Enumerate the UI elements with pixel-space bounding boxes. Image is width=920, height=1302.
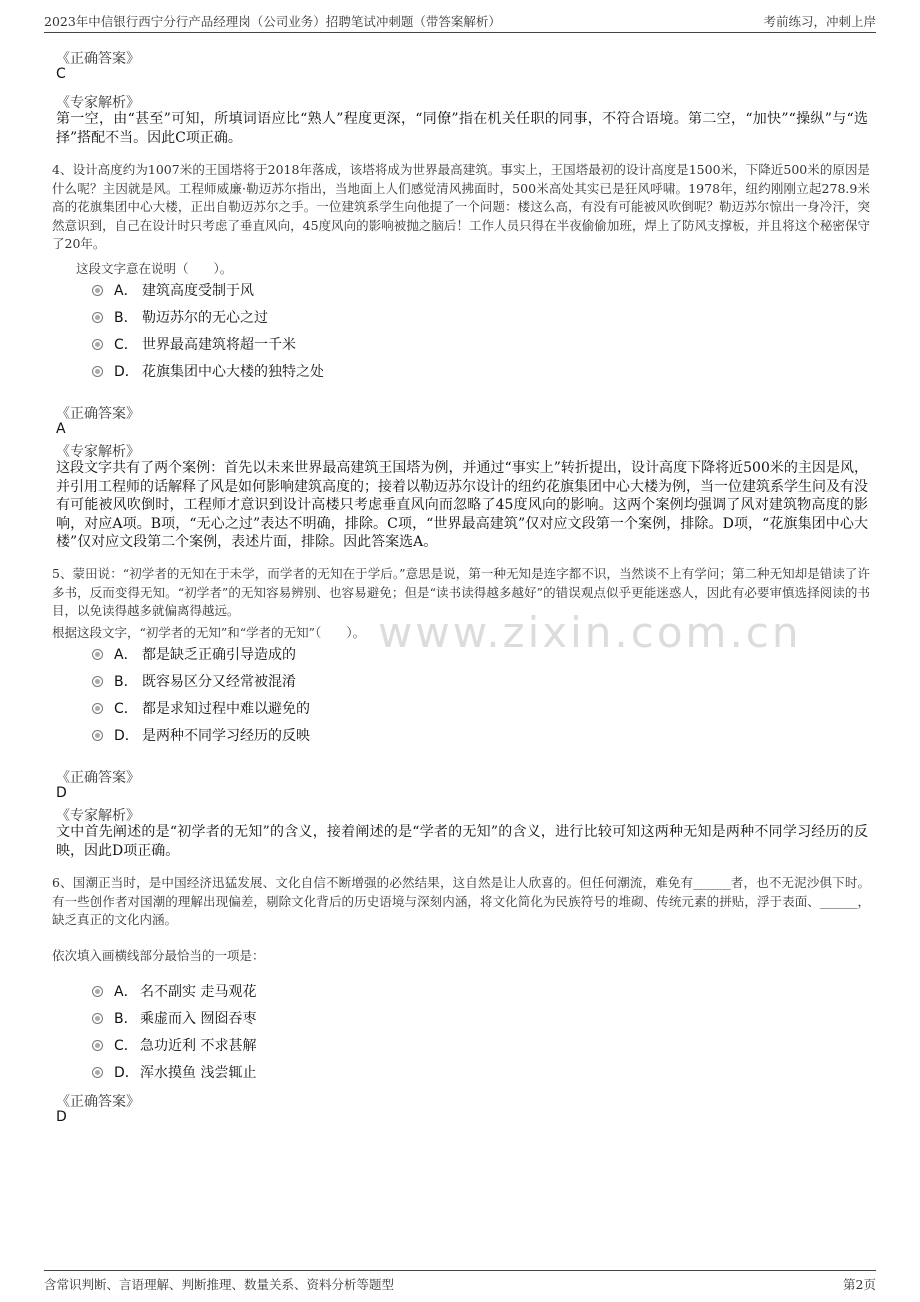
page-number: 第2页: [843, 1277, 876, 1292]
header-slogan: 考前练习，冲刺上岸: [763, 14, 876, 29]
analysis-label: 《专家解析》: [56, 444, 140, 460]
answer-label: 《正确答案》: [56, 770, 140, 786]
analysis-label: 《专家解析》: [56, 808, 140, 824]
document-title: 2023年中信银行西宁分行产品经理岗（公司业务）招聘笔试冲刺题（带答案解析）: [44, 14, 501, 29]
q4-analysis: 这段文字共有了两个案例：首先以未来世界最高建筑王国塔为例，并通过“事实上”转折提出，设计高度下降将近500米的主因是风，并引用工程师的话解释了风是如何影响建筑高度的；接着以勒迈苏尔设计的纽约花旗集团中心大楼为例，当一位建筑系学生问及有没有可能被风吹倒时，工程师才意识到设计高楼只考虑垂直风向而忽略了45度风向的影响。这两个案例均强调了风对建筑物高度的影响，对应A项。B项，“无心之过”表达不明确，排除。C项，“世界最高建筑”仅对应文段第一个案例，排除。D项，“花旗集团中心大楼”仅对应文段第二个案例，表述片面，排除。因此答案选A。: [56, 460, 868, 550]
radio-button[interactable]: [92, 676, 103, 687]
page-footer: [44, 1270, 876, 1293]
radio-button[interactable]: [92, 312, 103, 323]
q3-analysis: 第一空，由“甚至”可知，所填词语应比“熟人”程度更深，“同僚”指在机关任职的同事，不符合语境。第二空，“加快”“操纵”与“选择”搭配不当。因此C项正确。: [56, 111, 868, 146]
footer-topics: 含常识判断、言语理解、判断推理、数量关系、资料分析等题型: [44, 1277, 395, 1292]
q4-answer: A: [56, 421, 66, 437]
watermark: www.zixin.com.cn: [378, 608, 802, 657]
q6-stem: 依次填入画横线部分最恰当的一项是：: [52, 948, 265, 963]
radio-button[interactable]: [92, 366, 103, 377]
q5-analysis: 文中首先阐述的是“初学者的无知”的含义，接着阐述的是“学者的无知”的含义，进行比较可知这两种无知是两种不同学习经历的反映，因此D项正确。: [56, 824, 868, 859]
radio-button[interactable]: [92, 285, 103, 296]
radio-button[interactable]: [92, 1067, 103, 1078]
radio-button[interactable]: [92, 730, 103, 741]
q4-stem: 这段文字意在说明（ ）。: [76, 261, 233, 276]
page-header: [44, 10, 876, 33]
q5-passage: 5、蒙田说：“初学者的无知在于未学，而学者的无知在于学后。”意思是说，第一种无知是连字都不识，当然谈不上有学问；第二种无知却是错读了许多书，反而变得无知。“初学者”的无知容易辨别、也容易避免；但是“读书读得越多越好”的错误观点似乎更能迷惑人，因此有必要审慎选择阅读的书目，以免读得越多就偏离得越远。: [52, 566, 870, 618]
radio-button[interactable]: [92, 703, 103, 714]
radio-button[interactable]: [92, 1040, 103, 1051]
radio-button[interactable]: [92, 1013, 103, 1024]
answer-label: 《正确答案》: [56, 1094, 140, 1110]
answer-label: 《正确答案》: [56, 406, 140, 422]
q5-answer: D: [56, 785, 67, 801]
radio-button[interactable]: [92, 986, 103, 997]
radio-button[interactable]: [92, 339, 103, 350]
q6-answer: D: [56, 1109, 67, 1125]
q6-passage: 6、国潮正当时，是中国经济迅猛发展、文化自信不断增强的必然结果，这自然是让人欣喜的。但任何潮流，难免有______者，也不无泥沙俱下时。有一些创作者对国潮的理解出现偏差，剔除文化背后的历史语境与深刻内涵，将文化简化为民族符号的堆砌、传统元素的拼贴，浮于表面、______，缺乏真正的文化内涵。: [52, 875, 870, 927]
q3-answer: C: [56, 66, 66, 82]
q4-passage: 4、设计高度约为1007米的王国塔将于2018年落成，该塔将成为世界最高建筑。事实上，王国塔最初的设计高度是1500米，下降近500米的原因是什么呢？主因就是风。工程师威廉·勒迈苏尔指出，当地面上人们感觉清风拂面时，500米高处其实已是狂风呼啸。1978年，纽约刚刚立起278.9米高的花旗集团中心大楼，正出自勒迈苏尔之手。一位建筑系学生向他提了一个问题：楼这么高，有没有可能被风吹倒呢？勒迈苏尔惊出一身冷汗，突然意识到，自己在设计时只考虑了垂直风向，45度风向的影响被抛之脑后！工作人员只得在半夜偷偷加班，焊上了防风支撑板，并且将这个秘密保守了20年。: [52, 162, 870, 251]
radio-button[interactable]: [92, 649, 103, 660]
q5-stem: 根据这段文字，“初学者的无知”和“学者的无知”（ ）。: [52, 625, 366, 640]
answer-label: 《正确答案》: [56, 51, 140, 67]
analysis-label: 《专家解析》: [56, 95, 140, 111]
